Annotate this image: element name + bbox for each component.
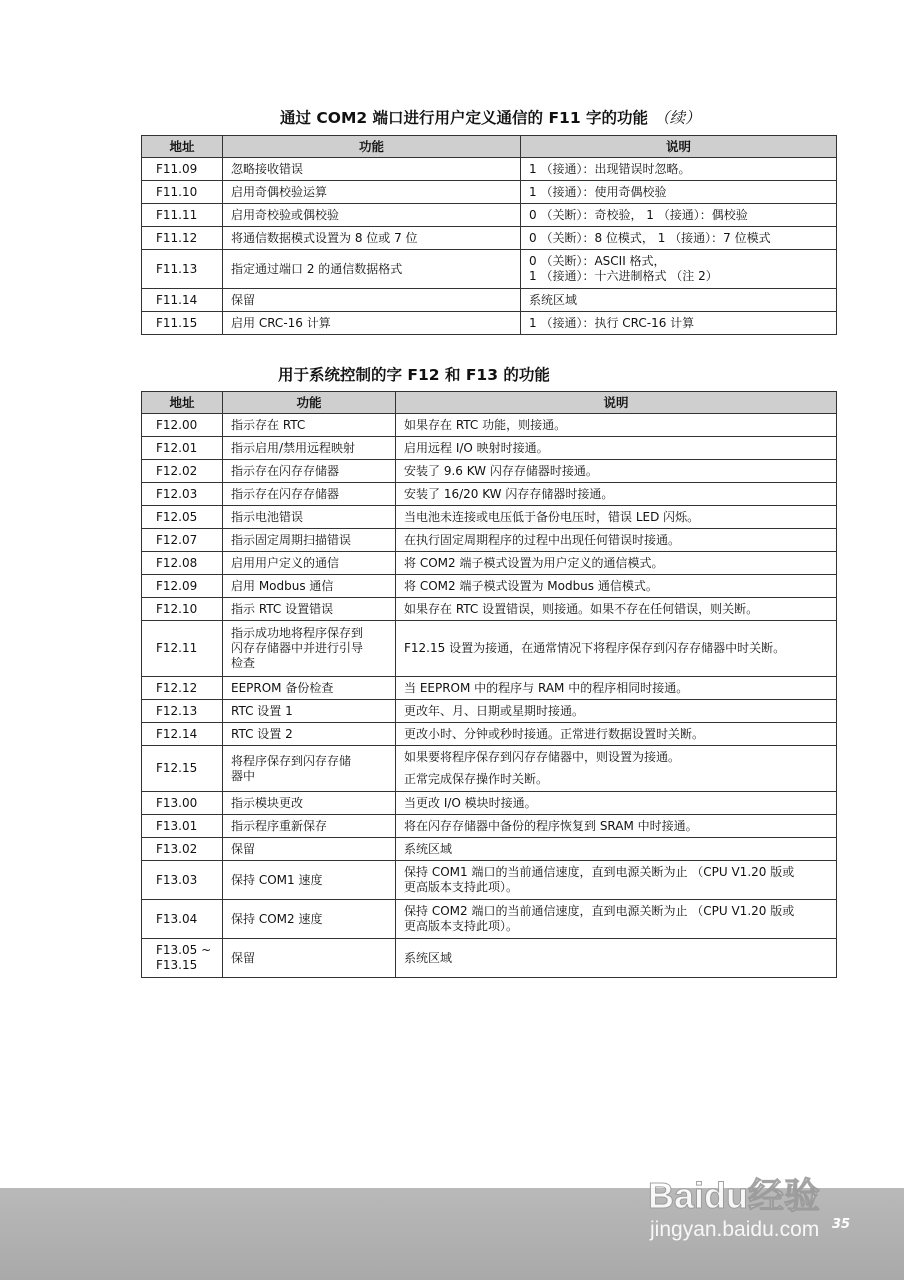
- row-function-line: 检查: [231, 656, 256, 670]
- row-address: F12.14: [142, 723, 223, 746]
- row-function: 指示电池错误: [223, 506, 396, 529]
- row-function: 保持 COM1 速度: [223, 861, 396, 900]
- table-row: [142, 939, 837, 978]
- row-description: 当电池未连接或电压低于备份电压时，错误 LED 闪烁。: [396, 506, 837, 529]
- row-function: 启用用户定义的通信: [223, 552, 396, 575]
- row-address: F12.03: [142, 483, 223, 506]
- table-row: [142, 529, 837, 552]
- row-description: 在执行固定周期程序的过程中出现任何错误时接通。: [396, 529, 837, 552]
- row-address: F11.12: [142, 227, 223, 250]
- row-function-line: 闪存存储器中并进行引导: [231, 641, 364, 655]
- row-address: F13.04: [142, 900, 223, 939]
- col-header-function: 功能: [223, 136, 521, 158]
- row-address: F12.13: [142, 700, 223, 723]
- table-row: [142, 552, 837, 575]
- row-description: F12.15 设置为接通，在通常情况下将程序保存到闪存存储器中时关断。: [396, 621, 837, 677]
- row-address: F13.03: [142, 861, 223, 900]
- row-description-line: 0 （关断）：ASCII 格式，: [529, 254, 666, 268]
- col-header-function: 功能: [223, 392, 396, 414]
- row-description: 启用远程 I/O 映射时接通。: [396, 437, 837, 460]
- table-row: [142, 250, 837, 289]
- row-function: 保留: [223, 289, 521, 312]
- row-address: F12.09: [142, 575, 223, 598]
- table-row: [142, 700, 837, 723]
- table-row: [142, 621, 837, 677]
- col-header-description: 说明: [521, 136, 837, 158]
- table1-header-row: [142, 136, 837, 158]
- row-address: F12.11: [142, 621, 223, 677]
- table-row: [142, 861, 837, 900]
- row-description-line: 保持 COM2 端口的当前通信速度，直到电源关断为止 （CPU V1.20 版或: [404, 904, 795, 918]
- table-row: [142, 158, 837, 181]
- row-address: F11.14: [142, 289, 223, 312]
- col-header-description: 说明: [396, 392, 837, 414]
- row-function: 指示存在 RTC: [223, 414, 396, 437]
- row-address: F13.01: [142, 815, 223, 838]
- row-address-line: F13.05 ~: [156, 943, 212, 957]
- row-description: 1 （接通）：使用奇偶校验: [521, 181, 837, 204]
- row-description: 如果存在 RTC 功能，则接通。: [396, 414, 837, 437]
- row-address: F12.10: [142, 598, 223, 621]
- page-number: 35: [832, 1217, 851, 1232]
- row-description: 系统区域: [396, 939, 837, 978]
- row-function: 启用奇校验或偶校验: [223, 204, 521, 227]
- table-row: [142, 414, 837, 437]
- row-address: F12.01: [142, 437, 223, 460]
- row-function: 保留: [223, 939, 396, 978]
- table-row: [142, 181, 837, 204]
- row-function: 启用 CRC-16 计算: [223, 312, 521, 335]
- watermark-url: jingyan.baidu.com: [650, 1218, 820, 1241]
- table-row: [142, 815, 837, 838]
- row-address: F11.10: [142, 181, 223, 204]
- table2: [141, 391, 837, 978]
- row-description: 当 EEPROM 中的程序与 RAM 中的程序相同时接通。: [396, 677, 837, 700]
- row-description-line: 更高版本支持此项）。: [404, 880, 519, 894]
- row-description: 将在闪存存储器中备份的程序恢复到 SRAM 中时接通。: [396, 815, 837, 838]
- row-description: [396, 746, 837, 792]
- row-function: RTC 设置 1: [223, 700, 396, 723]
- row-description: [521, 250, 837, 289]
- row-description: 当更改 I/O 模块时接通。: [396, 792, 837, 815]
- row-address: F12.12: [142, 677, 223, 700]
- table-row: [142, 746, 837, 792]
- row-function-line: 将程序保存到闪存存储: [231, 753, 352, 768]
- row-description-line: 更高版本支持此项）。: [404, 919, 519, 933]
- row-function: 指示 RTC 设置错误: [223, 598, 396, 621]
- table-row: [142, 506, 837, 529]
- row-address: F12.05: [142, 506, 223, 529]
- row-address: F13.00: [142, 792, 223, 815]
- row-function: 启用 Modbus 通信: [223, 575, 396, 598]
- row-function: 指示固定周期扫描错误: [223, 529, 396, 552]
- table-row: [142, 227, 837, 250]
- row-address: F11.11: [142, 204, 223, 227]
- table-row: [142, 723, 837, 746]
- row-description-line: 如果要将程序保存到闪存存储器中，则设置为接通。: [404, 750, 681, 764]
- row-function: 指定通过端口 2 的通信数据格式: [223, 250, 521, 289]
- table-row: [142, 204, 837, 227]
- row-function: EEPROM 备份检查: [223, 677, 396, 700]
- row-address: F12.00: [142, 414, 223, 437]
- row-description: 安装了 9.6 KW 闪存存储器时接通。: [396, 460, 837, 483]
- row-description: 1 （接通）：执行 CRC-16 计算: [521, 312, 837, 335]
- row-description: 0 （关断）：奇校验， 1 （接通）：偶校验: [521, 204, 837, 227]
- row-address: F11.09: [142, 158, 223, 181]
- row-description: [396, 900, 837, 939]
- row-address: F13.02: [142, 838, 223, 861]
- row-description: 将 COM2 端子模式设置为用户定义的通信模式。: [396, 552, 837, 575]
- table1-title-suffix: （续）: [654, 109, 701, 127]
- table-row: [142, 575, 837, 598]
- row-function: 保持 COM2 速度: [223, 900, 396, 939]
- table-row: [142, 677, 837, 700]
- row-description: 更改小时、分钟或秒时接通。正常进行数据设置时关断。: [396, 723, 837, 746]
- table-row: [142, 483, 837, 506]
- baidu-watermark: [648, 1150, 888, 1245]
- row-address: F12.08: [142, 552, 223, 575]
- row-function: 保留: [223, 838, 396, 861]
- row-function: 指示启用/禁用远程映射: [223, 437, 396, 460]
- row-description: 0 （关断）：8 位模式， 1 （接通）：7 位模式: [521, 227, 837, 250]
- row-function: 指示存在闪存存储器: [223, 460, 396, 483]
- col-header-address: 地址: [142, 392, 223, 414]
- row-address: [142, 939, 223, 978]
- row-description: 系统区域: [396, 838, 837, 861]
- row-function: 指示模块更改: [223, 792, 396, 815]
- table-row: [142, 792, 837, 815]
- row-address: F12.07: [142, 529, 223, 552]
- table1-title: [280, 106, 701, 128]
- row-address: F12.15: [142, 746, 223, 792]
- table2-header-row: [142, 392, 837, 414]
- row-address-line: F13.15: [156, 958, 198, 972]
- col-header-address: 地址: [142, 136, 223, 158]
- row-function: RTC 设置 2: [223, 723, 396, 746]
- table-row: [142, 312, 837, 335]
- row-function: 指示存在闪存存储器: [223, 483, 396, 506]
- row-description-line: 保持 COM1 端口的当前通信速度，直到电源关断为止 （CPU V1.20 版或: [404, 865, 795, 879]
- row-function: 启用奇偶校验运算: [223, 181, 521, 204]
- row-description-line: 正常完成保存操作时关断。: [404, 772, 549, 786]
- row-description: 安装了 16/20 KW 闪存存储器时接通。: [396, 483, 837, 506]
- row-description: [396, 861, 837, 900]
- table-row: [142, 838, 837, 861]
- table2-title: 用于系统控制的字 F12 和 F13 的功能: [278, 366, 550, 384]
- table-row: [142, 289, 837, 312]
- row-description: 系统区域: [521, 289, 837, 312]
- row-description: 如果存在 RTC 设置错误，则接通。如果不存在任何错误，则关断。: [396, 598, 837, 621]
- row-description-line: 1 （接通）：十六进制格式 （注 2）: [529, 269, 718, 283]
- row-address: F11.13: [142, 250, 223, 289]
- table1-title-main: 通过 COM2 端口进行用户定义通信的 F11 字的功能: [280, 109, 649, 127]
- table1: [141, 135, 837, 335]
- table-row: [142, 598, 837, 621]
- table-row: [142, 437, 837, 460]
- row-address: F11.15: [142, 312, 223, 335]
- row-description: 1 （接通）：出现错误时忽略。: [521, 158, 837, 181]
- row-description: 更改年、月、日期或星期时接通。: [396, 700, 837, 723]
- table-row: [142, 900, 837, 939]
- row-function: [223, 621, 396, 677]
- row-function: [223, 746, 396, 792]
- watermark-brand: Baidu经验: [648, 1175, 821, 1216]
- row-function-line: 指示成功地将程序保存到: [231, 626, 364, 640]
- row-description: 将 COM2 端子模式设置为 Modbus 通信模式。: [396, 575, 837, 598]
- table-row: [142, 460, 837, 483]
- row-function-line: 器中: [231, 768, 256, 783]
- row-function: 忽略接收错误: [223, 158, 521, 181]
- row-address: F12.02: [142, 460, 223, 483]
- row-function: 将通信数据模式设置为 8 位或 7 位: [223, 227, 521, 250]
- row-function: 指示程序重新保存: [223, 815, 396, 838]
